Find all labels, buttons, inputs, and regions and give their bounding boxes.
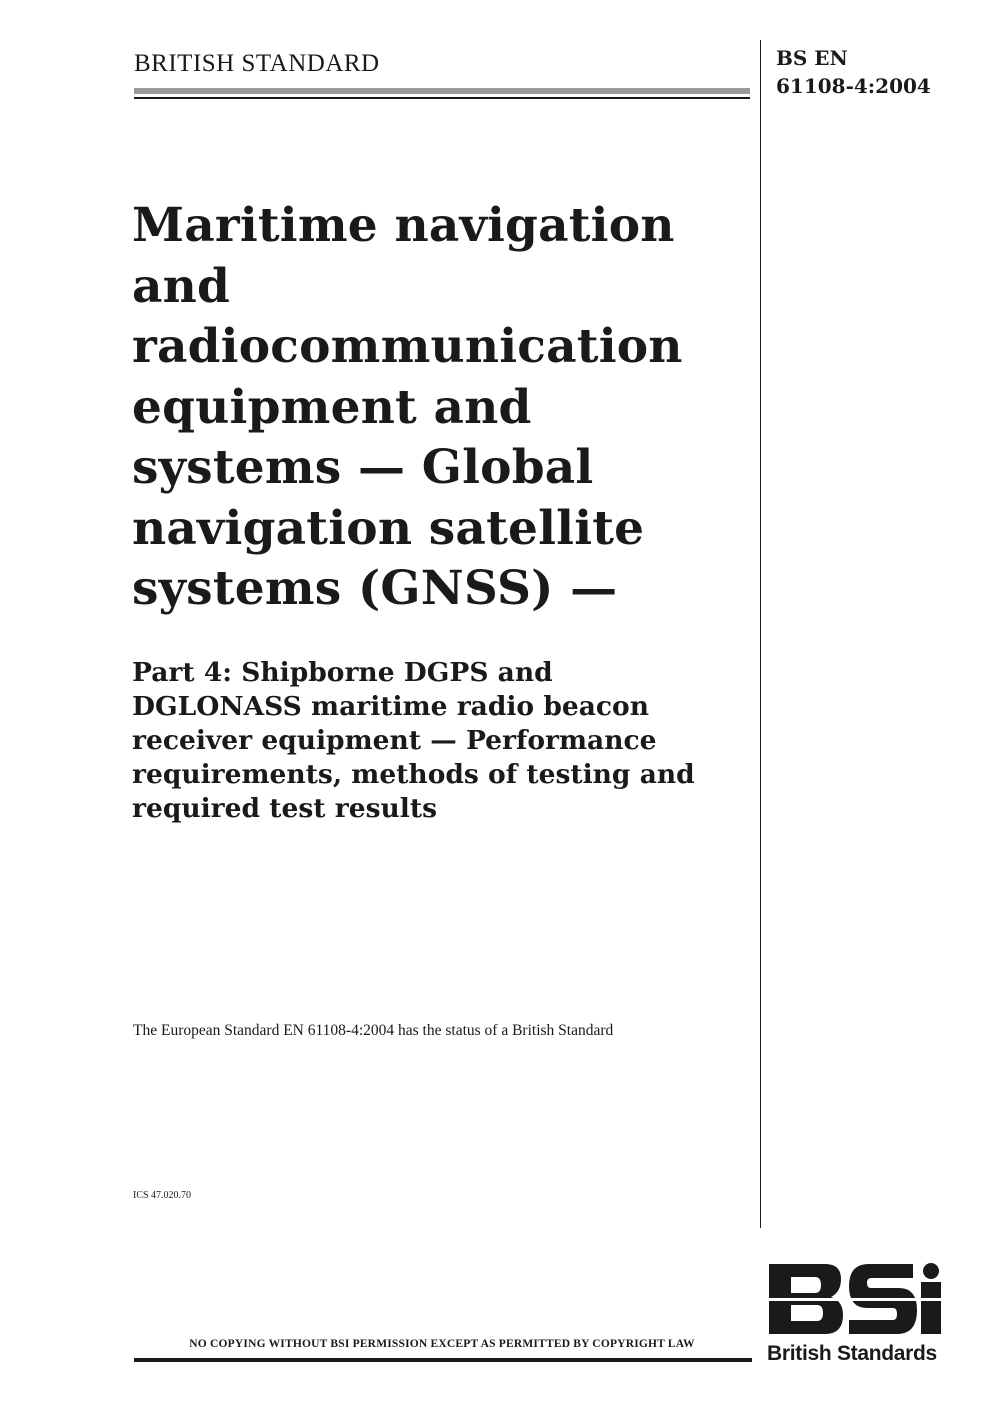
header-label: BRITISH STANDARD [134, 50, 380, 77]
margin-divider [760, 40, 761, 1228]
part-title-line: requirements, methods of testing and [132, 759, 695, 790]
title-line: equipment and [132, 379, 532, 435]
bsi-caption: British Standards [767, 1342, 937, 1365]
part-title-line: DGLONASS maritime radio beacon [132, 691, 649, 722]
title-line: navigation satellite [132, 500, 645, 556]
title-line: Maritime navigation [132, 198, 675, 253]
title-line: radiocommunication [132, 319, 683, 374]
standard-number-line2: 61108-4:2004 [776, 74, 931, 98]
header-rule-thin [134, 97, 750, 99]
header-rule-thick [134, 88, 750, 94]
standard-number [776, 44, 931, 100]
title-line: and [132, 258, 231, 314]
title-line: systems (GNSS) — [132, 561, 618, 616]
title-line: systems — Global [132, 440, 594, 495]
copyright-notice: NO COPYING WITHOUT BSI PERMISSION EXCEPT AS PERMITTED BY COPYRIGHT LAW [189, 1338, 695, 1350]
status-note: The European Standard EN 61108-4:2004 has the status of a British Standard [133, 1022, 614, 1039]
standard-number-line1: BS EN [776, 46, 848, 70]
part-title-line: receiver equipment — Performance [132, 725, 657, 756]
footer-rule [134, 1358, 752, 1362]
ics-code: ICS 47.020.70 [133, 1190, 192, 1201]
part-title-line: required test results [132, 793, 437, 824]
part-title [132, 656, 752, 826]
document-title [132, 196, 752, 620]
part-title-line: Part 4: Shipborne DGPS and [132, 657, 553, 688]
